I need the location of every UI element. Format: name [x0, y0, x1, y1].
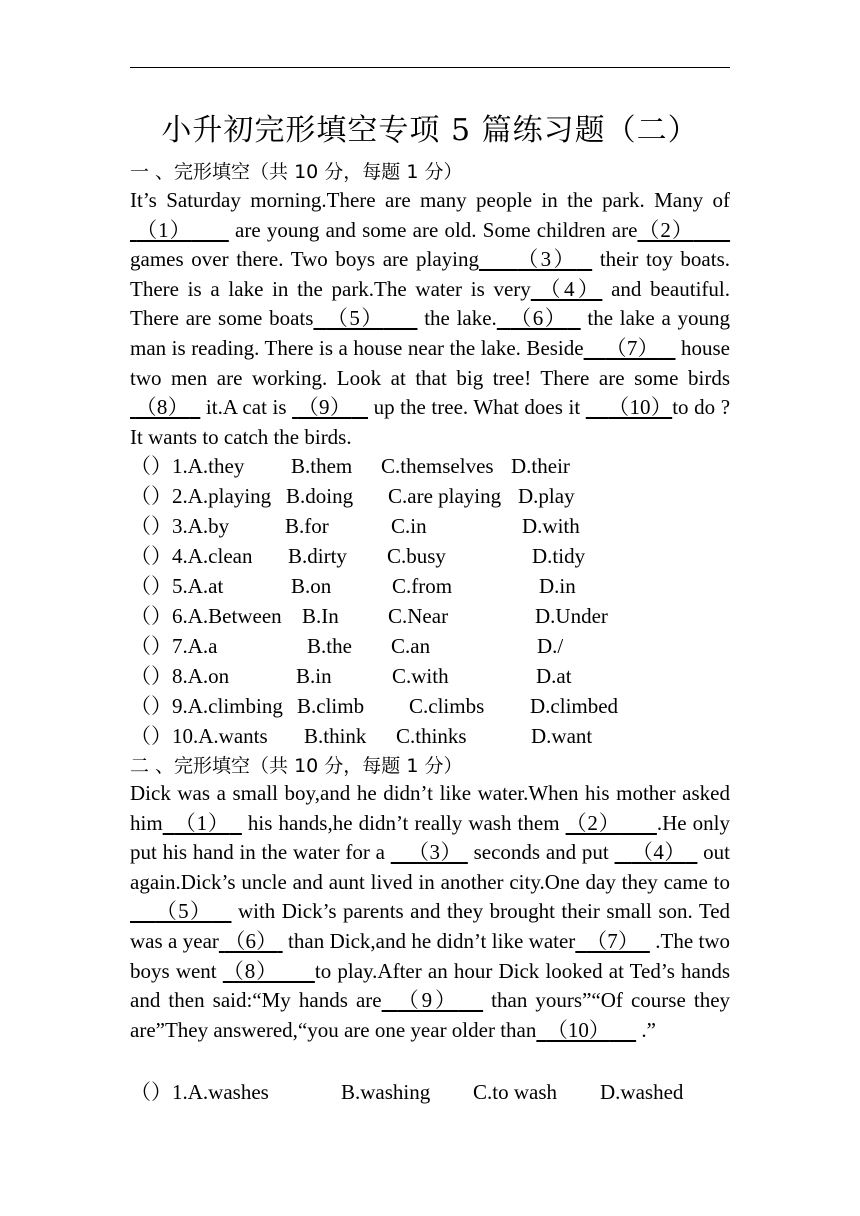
passage-text: .The two boys went	[130, 928, 731, 983]
option-d: D.play	[518, 484, 575, 508]
passage-text: than yours”“Of course they are”They answered,“you are one year older than	[130, 988, 731, 1042]
section-2-passage	[130, 779, 730, 1045]
option-b: B.climb	[297, 694, 365, 718]
option-d: D.tidy	[532, 544, 586, 568]
question-number-option-a: （）2.A.playing	[130, 484, 272, 508]
blank-3[interactable]: （3）	[517, 247, 577, 272]
passage-text: his hands,he didn’t really wash them	[241, 810, 566, 835]
header-rule	[130, 67, 730, 68]
option-c: C.Near	[388, 604, 449, 628]
blank-5[interactable]: （5）	[155, 899, 213, 924]
passage-text: up the tree. What does it	[368, 395, 586, 420]
option-b: B.them	[291, 454, 353, 478]
passage-text: Dick was a small boy,and he didn’t like water.When his mother asked him	[130, 781, 730, 835]
passage-text: games over there. Two boys are playing	[130, 247, 479, 272]
passage-text: and beautiful. There are some boats	[130, 276, 730, 331]
passage-text: the lake a young man is reading. There is a house near the lake. Beside	[130, 306, 731, 360]
passage-text: seconds and put	[467, 840, 615, 865]
section-1-passage	[130, 186, 730, 452]
passage-text: out again.Dick’s uncle and aunt lived in another city.One day they came to	[130, 840, 731, 894]
question-row	[130, 631, 730, 661]
option-b: B.doing	[286, 484, 354, 508]
blank-8[interactable]: （8）	[135, 395, 190, 420]
option-c: C.climbs	[409, 694, 485, 718]
question-row	[130, 451, 730, 481]
blank-2[interactable]: （2）	[565, 810, 621, 835]
passage-text: are young and some are old. Some children are	[228, 217, 638, 242]
option-d: D.their	[511, 454, 570, 478]
option-d: D.Under	[535, 604, 608, 628]
section-2-heading: 二 、完形填空（共 10 分，每题 1 分）	[130, 755, 463, 777]
section-1-heading: 一 、完形填空（共 10 分，每题 1 分）	[130, 161, 463, 183]
option-c: C.are playing	[388, 484, 502, 508]
option-c: C.to wash	[473, 1080, 557, 1104]
option-b: B.on	[291, 574, 332, 598]
question-row	[130, 541, 730, 571]
question-row	[130, 571, 730, 601]
blank-9[interactable]: （9）	[297, 395, 352, 420]
question-row	[130, 661, 730, 691]
option-c: C.in	[391, 514, 427, 538]
blank-2[interactable]: （2）	[637, 217, 694, 242]
option-b: B.the	[307, 634, 352, 658]
blank-4[interactable]: （4）	[539, 276, 603, 301]
question-number-option-a: （）5.A.at	[130, 574, 224, 598]
passage-text: .”	[636, 1017, 656, 1042]
question-number-option-a: （）1.A.they	[130, 454, 245, 478]
question-number-option-a: （）1.A.washes	[130, 1080, 269, 1104]
option-c: C.with	[392, 664, 449, 688]
blank-7[interactable]: （7）	[586, 928, 640, 953]
question-row	[130, 601, 730, 631]
question-number-option-a: （）9.A.climbing	[130, 694, 283, 718]
passage-text: the lake.	[417, 306, 497, 331]
option-c: C.an	[391, 634, 431, 658]
passage-text: house two men are working. Look at that big tree! There are some birds	[130, 335, 731, 390]
question-number-option-a: （）7.A.a	[130, 634, 218, 658]
option-d: D.in	[539, 574, 576, 598]
blank-9[interactable]: （9）	[397, 988, 459, 1013]
blank-1[interactable]: （1）	[136, 217, 192, 242]
option-d: D./	[537, 634, 564, 658]
blank-5[interactable]: （5）	[326, 306, 384, 331]
option-c: C.busy	[387, 544, 446, 568]
blank-3[interactable]: （3）	[408, 840, 463, 865]
option-b: B.in	[296, 664, 332, 688]
option-c: C.thinks	[396, 724, 467, 748]
question-number-option-a: （）3.A.by	[130, 514, 230, 538]
option-c: C.from	[392, 574, 453, 598]
passage-text: .He only put his hand in the water for a	[130, 810, 731, 865]
question-number-option-a: （）10.A.wants	[130, 724, 268, 748]
option-d: D.with	[522, 514, 580, 538]
question-row	[130, 481, 730, 511]
question-number-option-a: （）6.A.Between	[130, 604, 282, 628]
passage-text: with Dick’s parents and they brought their small son. Ted was a year	[130, 899, 731, 953]
blank-10[interactable]: （10）	[608, 395, 673, 420]
passage-text: it.A cat is	[200, 395, 293, 420]
option-d: D.washed	[600, 1080, 684, 1104]
option-b: B.for	[285, 514, 329, 538]
page-title: 小升初完形填空专项 5 篇练习题（二）	[161, 113, 699, 148]
blank-8[interactable]: （8）	[222, 958, 278, 983]
option-d: D.want	[531, 724, 593, 748]
blank-1[interactable]: （1）	[174, 810, 230, 835]
question-row	[130, 721, 730, 751]
option-d: D.at	[536, 664, 572, 688]
blank-6[interactable]: （6）	[224, 928, 278, 953]
option-b: B.dirty	[288, 544, 347, 568]
option-b: B.washing	[341, 1080, 431, 1104]
blank-6[interactable]: （6）	[510, 306, 568, 331]
blank-4[interactable]: （4）	[631, 840, 686, 865]
blank-10[interactable]: （10）	[546, 1017, 610, 1042]
passage-text: It’s Saturday morning.There are many people in the park. Many of	[130, 188, 730, 212]
option-c: C.themselves	[381, 454, 494, 478]
passage-text: to play.After an hour Dick looked at Ted’s hands and then said:“My hands are	[130, 958, 731, 1013]
blank-7[interactable]: （7）	[605, 335, 659, 360]
question-number-option-a: （）4.A.clean	[130, 544, 253, 568]
question-number-option-a: （）8.A.on	[130, 664, 230, 688]
passage-text: than Dick,and he didn’t like water	[282, 928, 576, 953]
passage-text: their toy boats. There is a lake in the park.The water is very	[130, 247, 731, 301]
option-b: B.think	[304, 724, 367, 748]
question-row	[130, 511, 730, 541]
question-row	[130, 1077, 730, 1107]
question-row	[130, 691, 730, 721]
passage-text: to do ?It wants to catch the birds.	[130, 395, 731, 449]
option-d: D.climbed	[530, 694, 619, 718]
option-b: B.In	[302, 604, 339, 628]
